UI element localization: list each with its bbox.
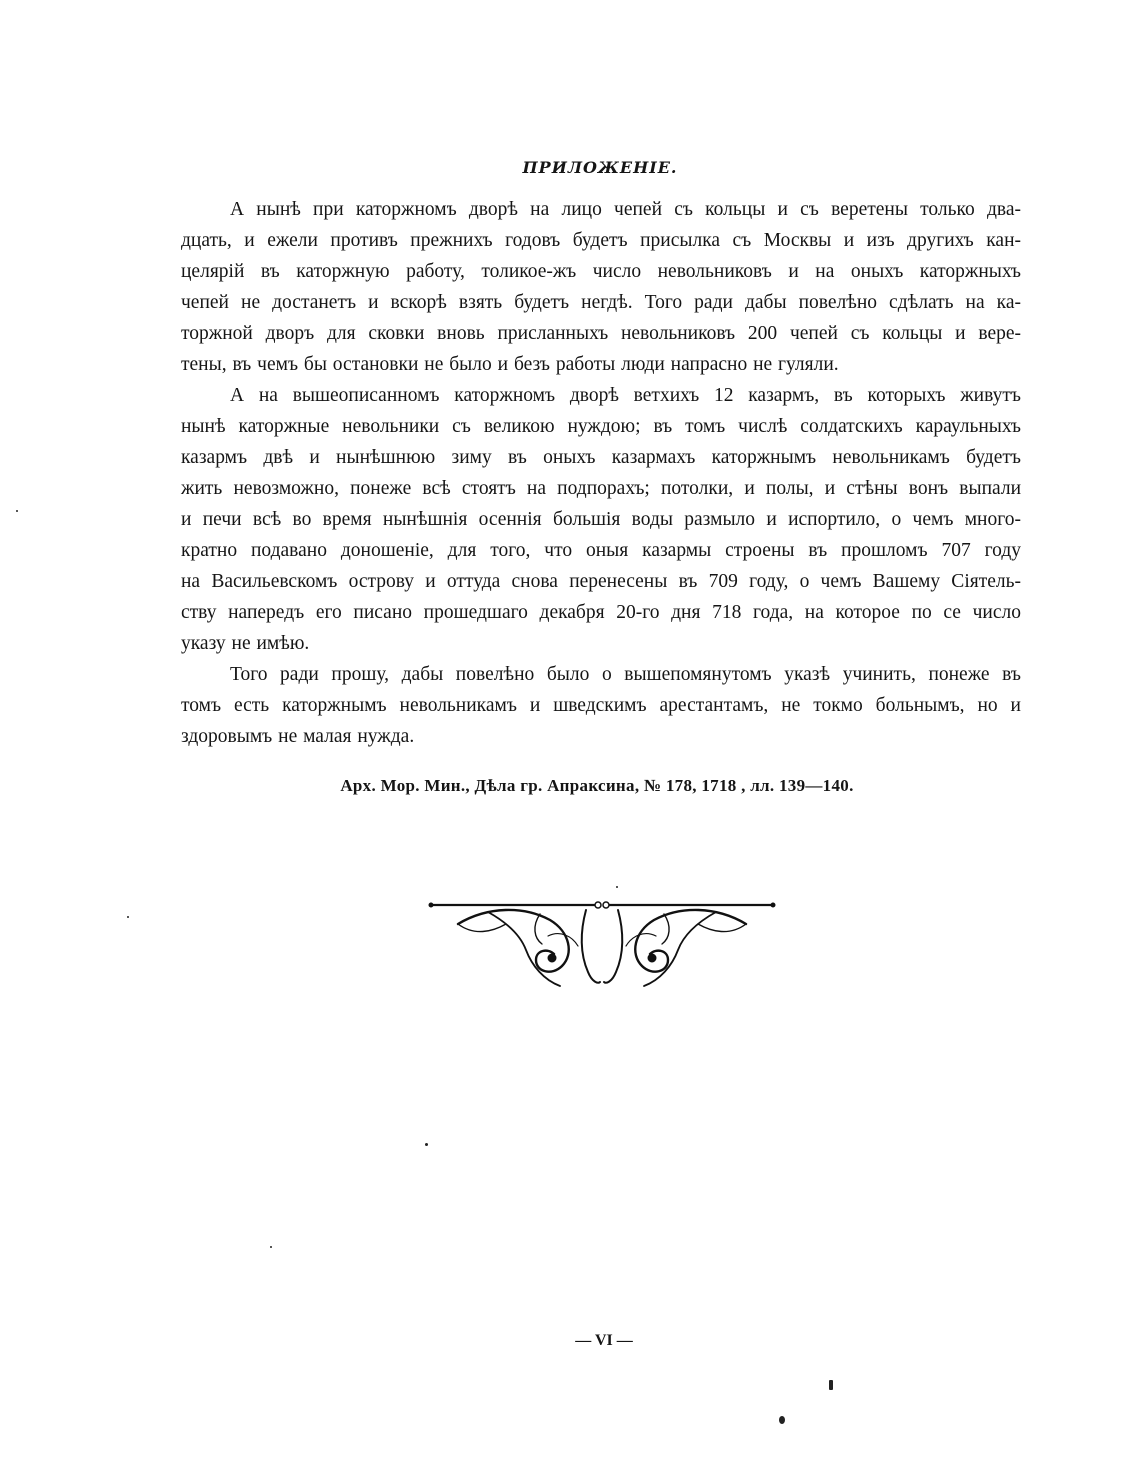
text-line: Того ради прошу, дабы повелѣно было о вышепомянутомъ указѣ учинить, понеже въ xyxy=(230,664,1021,685)
text-line: ству напередъ его писано прошедшаго декабря 20-го дня 718 года, на которое по се число xyxy=(181,602,1021,623)
scan-speck xyxy=(616,886,618,888)
text-line: торжной дворъ для сковки вновь присланныхъ невольниковъ 200 чепей съ кольцы и вере- xyxy=(181,323,1021,344)
source-citation: Арх. Мор. Мин., Дѣла гр. Апраксина, № 178, 1718 , лл. 139—140. xyxy=(340,776,854,795)
text-line: А на вышеописанномъ каторжномъ дворѣ ветхихъ 12 казармъ, въ которыхъ живутъ xyxy=(230,385,1021,406)
scan-speck xyxy=(779,1416,785,1424)
scan-speck xyxy=(16,510,18,512)
text-line: жить невозможно, понеже всѣ стоятъ на подпорахъ; потолки, и полы, и стѣны вонъ выпали xyxy=(181,478,1021,499)
paragraph-2 xyxy=(181,380,1021,659)
text-line: здоровымъ не малая нужда. xyxy=(181,726,415,747)
page-number: — VI — xyxy=(575,1332,633,1349)
text-line: целярій въ каторжную работу, толикое-жъ число невольниковъ и на оныхъ каторжныхъ xyxy=(181,261,1021,282)
text-line: казармъ двѣ и нынѣшнюю зиму въ оныхъ казармахъ каторжнымъ невольникамъ будетъ xyxy=(181,447,1021,468)
text-line: на Васильевскомъ острову и оттуда снова перенесены въ 709 году, о чемъ Вашему Сіятель- xyxy=(181,571,1021,592)
ornament-flourish-icon xyxy=(428,892,776,992)
document-body xyxy=(181,194,1021,752)
text-line: кратно подавано доношеніе, для того, что оныя казармы строены въ прошломъ 707 году xyxy=(181,540,1021,561)
scan-speck xyxy=(270,1246,272,1248)
page-title: ПРИЛОЖЕНІЕ. xyxy=(522,158,678,177)
text-line: нынѣ каторжные невольники съ великою нуждою; въ томъ числѣ солдатскихъ караульныхъ xyxy=(181,416,1021,437)
text-line: А нынѣ при каторжномъ дворѣ на лицо чепей съ кольцы и съ веретены только два- xyxy=(230,199,1021,220)
paragraph-1 xyxy=(181,194,1021,380)
scan-speck xyxy=(425,1143,428,1146)
text-line: и печи всѣ во время нынѣшнія осеннія большія воды размыло и испортило, о чемъ много- xyxy=(181,509,1021,530)
scan-speck xyxy=(127,916,129,918)
text-line: чепей не достанетъ и вскорѣ взять будетъ негдѣ. Того ради дабы повелѣно сдѣлать на ка- xyxy=(181,292,1021,313)
scan-speck xyxy=(829,1380,833,1390)
text-line: тены, въ чемъ бы остановки не было и безъ работы люди напрасно не гуляли. xyxy=(181,354,839,375)
text-line: томъ есть каторжнымъ невольникамъ и шведскимъ арестантамъ, не токмо больнымъ, но и xyxy=(181,695,1021,716)
paragraph-3 xyxy=(181,659,1021,752)
text-line: дцать, и ежели противъ прежнихъ годовъ будетъ присылка съ Москвы и изъ другихъ кан- xyxy=(181,230,1021,251)
text-line: указу не имѣю. xyxy=(181,633,310,654)
